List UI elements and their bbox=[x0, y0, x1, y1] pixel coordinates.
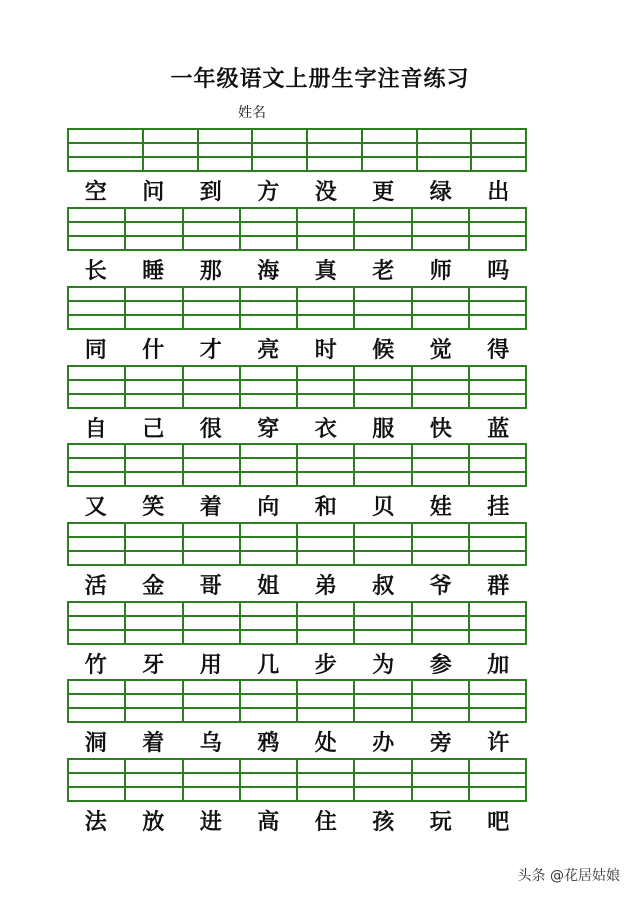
hanzi-character: 绿 bbox=[429, 179, 452, 205]
pinyin-writing-grid bbox=[67, 286, 527, 330]
hanzi-character: 那 bbox=[199, 258, 222, 284]
hanzi-character: 向 bbox=[257, 494, 280, 520]
pinyin-cell bbox=[413, 524, 470, 564]
hanzi-character: 空 bbox=[84, 179, 107, 205]
name-label: 姓名 bbox=[238, 105, 266, 121]
pinyin-cell bbox=[184, 524, 241, 564]
hanzi-character: 长 bbox=[84, 258, 107, 284]
hanzi-character: 金 bbox=[142, 573, 165, 599]
hanzi-character: 笑 bbox=[142, 494, 165, 520]
hanzi-character: 才 bbox=[199, 337, 222, 363]
pinyin-cell bbox=[355, 209, 412, 249]
hanzi-character: 娃 bbox=[429, 494, 452, 520]
hanzi-character: 服 bbox=[372, 416, 395, 442]
pinyin-cell bbox=[470, 524, 525, 564]
hanzi-character: 觉 bbox=[429, 337, 452, 363]
pinyin-cell bbox=[144, 130, 199, 170]
hanzi-character: 牙 bbox=[142, 652, 165, 678]
pinyin-cell bbox=[69, 288, 126, 328]
hanzi-character: 穿 bbox=[257, 416, 280, 442]
pinyin-cell bbox=[413, 603, 470, 643]
pinyin-cell bbox=[413, 209, 470, 249]
pinyin-cell bbox=[69, 681, 126, 721]
worksheet-title: 一年级语文上册生字注音练习 bbox=[170, 66, 470, 92]
hanzi-character: 同 bbox=[84, 337, 107, 363]
hanzi-character: 玩 bbox=[429, 809, 452, 835]
pinyin-cell bbox=[413, 445, 470, 485]
hanzi-character: 师 bbox=[429, 258, 452, 284]
hanzi-character: 着 bbox=[142, 730, 165, 756]
pinyin-writing-grid bbox=[67, 758, 527, 802]
pinyin-cell bbox=[199, 130, 254, 170]
pinyin-cell bbox=[241, 760, 298, 800]
pinyin-writing-grid bbox=[67, 443, 527, 487]
character-row bbox=[67, 648, 527, 679]
hanzi-character: 着 bbox=[199, 494, 222, 520]
pinyin-cell bbox=[470, 288, 525, 328]
pinyin-cell bbox=[355, 603, 412, 643]
hanzi-character: 方 bbox=[257, 179, 280, 205]
pinyin-cell bbox=[298, 760, 355, 800]
hanzi-character: 睡 bbox=[142, 258, 165, 284]
pinyin-cell bbox=[298, 603, 355, 643]
character-row bbox=[67, 333, 527, 364]
hanzi-character: 为 bbox=[372, 652, 395, 678]
hanzi-character: 衣 bbox=[314, 416, 337, 442]
pinyin-cell bbox=[69, 603, 126, 643]
hanzi-character: 用 bbox=[199, 652, 222, 678]
hanzi-character: 住 bbox=[314, 809, 337, 835]
hanzi-character: 老 bbox=[372, 258, 395, 284]
pinyin-cell bbox=[241, 288, 298, 328]
hanzi-character: 问 bbox=[142, 179, 165, 205]
pinyin-cell bbox=[69, 524, 126, 564]
pinyin-cell bbox=[355, 288, 412, 328]
pinyin-cell bbox=[470, 760, 525, 800]
hanzi-character: 又 bbox=[84, 494, 107, 520]
pinyin-cell bbox=[241, 603, 298, 643]
pinyin-cell bbox=[413, 681, 470, 721]
pinyin-writing-grid bbox=[67, 522, 527, 566]
hanzi-character: 竹 bbox=[84, 652, 107, 678]
pinyin-cell bbox=[298, 524, 355, 564]
hanzi-character: 哥 bbox=[199, 573, 222, 599]
pinyin-cell bbox=[298, 288, 355, 328]
hanzi-character: 爷 bbox=[429, 573, 452, 599]
hanzi-character: 群 bbox=[487, 573, 510, 599]
pinyin-cell bbox=[308, 130, 363, 170]
pinyin-cell bbox=[126, 288, 183, 328]
hanzi-character: 放 bbox=[142, 809, 165, 835]
hanzi-character: 得 bbox=[487, 337, 510, 363]
hanzi-character: 法 bbox=[84, 809, 107, 835]
pinyin-cell bbox=[413, 288, 470, 328]
pinyin-cell bbox=[126, 367, 183, 407]
pinyin-cell bbox=[470, 445, 525, 485]
hanzi-character: 处 bbox=[314, 730, 337, 756]
character-row bbox=[67, 254, 527, 285]
pinyin-writing-grid bbox=[67, 601, 527, 645]
watermark: 头条 @花居姑娘 bbox=[517, 868, 620, 884]
pinyin-writing-grid bbox=[67, 128, 527, 172]
hanzi-character: 高 bbox=[257, 809, 280, 835]
pinyin-cell bbox=[298, 367, 355, 407]
pinyin-cell bbox=[355, 445, 412, 485]
hanzi-character: 姐 bbox=[257, 573, 280, 599]
pinyin-cell bbox=[184, 288, 241, 328]
pinyin-cell bbox=[472, 130, 525, 170]
hanzi-character: 和 bbox=[314, 494, 337, 520]
pinyin-cell bbox=[298, 209, 355, 249]
hanzi-character: 办 bbox=[372, 730, 395, 756]
pinyin-cell bbox=[126, 524, 183, 564]
character-row bbox=[67, 490, 527, 521]
hanzi-character: 很 bbox=[199, 416, 222, 442]
hanzi-character: 己 bbox=[142, 416, 165, 442]
pinyin-cell bbox=[241, 209, 298, 249]
pinyin-cell bbox=[184, 209, 241, 249]
pinyin-cell bbox=[184, 367, 241, 407]
pinyin-cell bbox=[355, 681, 412, 721]
pinyin-cell bbox=[184, 760, 241, 800]
pinyin-cell bbox=[184, 603, 241, 643]
hanzi-character: 吧 bbox=[487, 809, 510, 835]
pinyin-cell bbox=[241, 445, 298, 485]
character-row bbox=[67, 805, 527, 836]
hanzi-character: 旁 bbox=[429, 730, 452, 756]
hanzi-character: 吗 bbox=[487, 258, 510, 284]
pinyin-cell bbox=[413, 760, 470, 800]
pinyin-cell bbox=[298, 681, 355, 721]
pinyin-cell bbox=[69, 209, 126, 249]
pinyin-cell bbox=[241, 681, 298, 721]
pinyin-cell bbox=[355, 760, 412, 800]
pinyin-writing-grid bbox=[67, 365, 527, 409]
hanzi-character: 贝 bbox=[372, 494, 395, 520]
hanzi-character: 加 bbox=[487, 652, 510, 678]
pinyin-cell bbox=[253, 130, 308, 170]
hanzi-character: 海 bbox=[257, 258, 280, 284]
pinyin-cell bbox=[241, 367, 298, 407]
pinyin-cell bbox=[69, 367, 126, 407]
pinyin-cell bbox=[126, 681, 183, 721]
hanzi-character: 时 bbox=[314, 337, 337, 363]
hanzi-character: 步 bbox=[314, 652, 337, 678]
hanzi-character: 孩 bbox=[372, 809, 395, 835]
character-row bbox=[67, 412, 527, 443]
hanzi-character: 弟 bbox=[314, 573, 337, 599]
pinyin-cell bbox=[126, 209, 183, 249]
pinyin-writing-grid bbox=[67, 207, 527, 251]
pinyin-cell bbox=[69, 130, 144, 170]
character-row bbox=[67, 175, 527, 206]
hanzi-character: 自 bbox=[84, 416, 107, 442]
pinyin-cell bbox=[241, 524, 298, 564]
pinyin-cell bbox=[126, 760, 183, 800]
pinyin-cell bbox=[363, 130, 418, 170]
hanzi-character: 什 bbox=[142, 337, 165, 363]
pinyin-cell bbox=[355, 524, 412, 564]
pinyin-cell bbox=[126, 445, 183, 485]
hanzi-character: 几 bbox=[257, 652, 280, 678]
hanzi-character: 候 bbox=[372, 337, 395, 363]
pinyin-cell bbox=[470, 681, 525, 721]
hanzi-character: 蓝 bbox=[487, 416, 510, 442]
pinyin-cell bbox=[126, 603, 183, 643]
hanzi-character: 乌 bbox=[199, 730, 222, 756]
hanzi-character: 许 bbox=[487, 730, 510, 756]
pinyin-cell bbox=[413, 367, 470, 407]
pinyin-cell bbox=[184, 445, 241, 485]
hanzi-character: 鸦 bbox=[257, 730, 280, 756]
hanzi-character: 参 bbox=[429, 652, 452, 678]
hanzi-character: 叔 bbox=[372, 573, 395, 599]
pinyin-cell bbox=[470, 603, 525, 643]
hanzi-character: 快 bbox=[429, 416, 452, 442]
pinyin-cell bbox=[355, 367, 412, 407]
hanzi-character: 挂 bbox=[487, 494, 510, 520]
hanzi-character: 真 bbox=[314, 258, 337, 284]
hanzi-character: 更 bbox=[372, 179, 395, 205]
pinyin-cell bbox=[418, 130, 473, 170]
pinyin-cell bbox=[298, 445, 355, 485]
pinyin-writing-grid bbox=[67, 679, 527, 723]
pinyin-cell bbox=[184, 681, 241, 721]
hanzi-character: 没 bbox=[314, 179, 337, 205]
pinyin-cell bbox=[69, 445, 126, 485]
hanzi-character: 出 bbox=[487, 179, 510, 205]
character-row bbox=[67, 569, 527, 600]
hanzi-character: 活 bbox=[84, 573, 107, 599]
hanzi-character: 到 bbox=[199, 179, 222, 205]
pinyin-cell bbox=[470, 367, 525, 407]
hanzi-character: 亮 bbox=[257, 337, 280, 363]
hanzi-character: 进 bbox=[199, 809, 222, 835]
character-row bbox=[67, 726, 527, 757]
pinyin-cell bbox=[470, 209, 525, 249]
hanzi-character: 洞 bbox=[84, 730, 107, 756]
pinyin-cell bbox=[69, 760, 126, 800]
